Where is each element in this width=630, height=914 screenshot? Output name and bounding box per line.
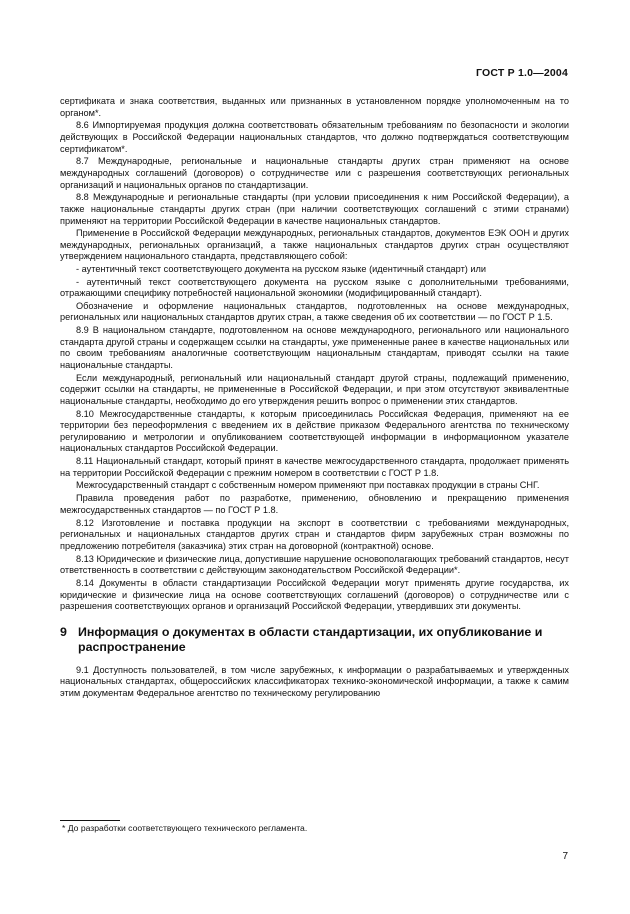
section-title: Информация о документах в области стандартизации, их опубликование и распространение [78,624,543,654]
paragraph-9-1: 9.1 Доступность пользователей, в том числе зарубежных, к информации о разрабатываемых и утвержденных национальных стандартах, общероссийских классификаторах технико-экономической информации, а также к самим этим документам Федеральное агентство по техническому регулированию [60,664,569,698]
footnote-separator [60,820,120,821]
paragraph-rules: Правила проведения работ по разработке, применению, обновлению и прекращению применения межгосударственных стандартов — по ГОСТ Р 1.8. [60,493,569,515]
section-number: 9 [60,624,67,639]
paragraph-8-6: 8.6 Импортируемая продукция должна соответствовать обязательным требованиям по безопасности и экологии действующих в Российской Федерации национальных стандартов, что должно подтверждаться соответствующим сертификатом*. [60,120,569,154]
paragraph-8-8: 8.8 Международные и региональные стандарты (при условии присоединения к ним Российской Федерации), а также национальные стандарты других стран (при наличии соответствующих соглашений с этими странами) применяют на территории Российской Федерации в качестве национальных стандартов. [60,192,569,226]
list-item-modified: - аутентичный текст соответствующего документа на русском языке с дополнительными требованиями, отражающими специфику потребностей национальной экономики (модифицированный стандарт). [60,276,569,299]
paragraph-8-14: 8.14 Документы в области стандартизации Российской Федерации могут применять другие государства, их юридические и физические лица на основе соответствующих соглашений (договоров) о сотрудничестве или с разрешения соответствующих органов и организаций Российской Федерации, утвердивших эти документы. [60,577,569,612]
paragraph-8-10: 8.10 Межгосударственные стандарты, к которым присоединилась Российская Федерация, применяют на ее территории без переоформления с введением их в действие приказом Федерального агентства по техническому регулированию и метрологии и опубликованием соответствующей информации в информационном указателе национальных стандартов Российской Федерации. [60,408,569,454]
section-9-heading [60,625,569,655]
paragraph-application: Применение в Российской Федерации международных, региональных стандартов, документов ЕЭК ООН и других международных, региональных организаций, а также национальных стандартов других стран осуществляют утверждением национального стандарта, представляющего собой: [60,228,569,262]
paragraph-8-11: 8.11 Национальный стандарт, который принят в качестве межгосударственного стандарта, продолжает применять на территории Российской Федерации с прежним номером в соответствии с ГОСТ Р 1.8. [60,456,569,478]
paragraph-8-9: 8.9 В национальном стандарте, подготовленном на основе международного, регионального или национального стандарта другой страны и содержащем ссылки на стандарты, уже примененные ранее в качестве национальных или по своим требованиям аналогичные соответствующим национальным стандартам, приводят ссылки на такие национальные стандарты. [60,325,569,370]
list-item-identical: - аутентичный текст соответствующего документа на русском языке (идентичный стандарт) или [76,264,487,275]
paragraph-interstate: Межгосударственный стандарт с собственным номером применяют при поставках продукции в страны СНГ. [76,480,540,491]
document-body [60,96,569,701]
paragraph-references: Если международный, региональный или национальный стандарт другой страны, подлежащий применению, содержит ссылки на стандарты, не примененные в Российской Федерации, и при этом отсутствуют эквивалентные национальные стандарты, необходимо до его утверждения решить вопрос о применении этих стандартов. [60,372,569,406]
paragraph-cont: сертификата и знака соответствия, выданных или признанных в установленном порядке уполномоченным на то органом*. [60,96,569,118]
paragraph-8-13: 8.13 Юридические и физические лица, допустившие нарушение основополагающих требований стандартов, несут ответственность в соответствии с действующим законодательством Российской Федерации*. [60,553,569,576]
paragraph-8-12: 8.12 Изготовление и поставка продукции на экспорт в соответствии с требованиями международных, региональных и национальных стандартов других стран и стандартов фирм зарубежных стран возможны по предложению потребителя (заказчика) этих стран на договорной (контрактной) основе. [60,517,569,551]
page-number: 7 [562,851,568,862]
footnote: * До разработки соответствующего технического регламента. [62,823,308,833]
paragraph-8-7: 8.7 Международные, региональные и национальные стандарты других стран применяют на основе международных соглашений (договоров) о сотрудничестве или с разрешения соответствующих региональных организаций и национальных органов по стандартизации. [60,156,569,190]
document-header: ГОСТ Р 1.0—2004 [475,67,568,79]
paragraph-designation: Обозначение и оформление национальных стандартов, подготовленных на основе международных, региональных или национальных стандартов других стран, а также сведения об их соответствии — по ГОСТ Р 1.5. [60,300,569,323]
